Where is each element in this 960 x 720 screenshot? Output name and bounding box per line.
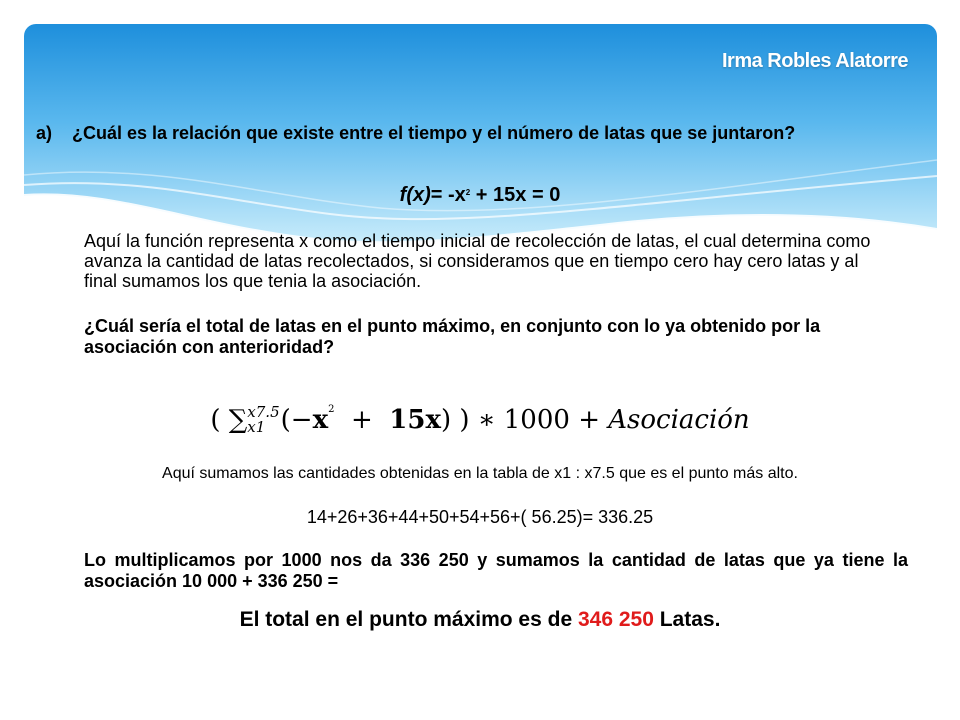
function-lhs: f(x) bbox=[399, 184, 431, 206]
sum-upper-limit: x7.5 bbox=[247, 403, 280, 421]
sum-lower-limit: x1 bbox=[247, 418, 266, 436]
total-value: 346 250 bbox=[577, 608, 654, 631]
formula-x: x bbox=[312, 405, 329, 435]
function-eq-part: = -x bbox=[430, 184, 466, 206]
multiply-explanation: Lo multiplicamos por 1000 nos da 336 250 y sumamos la cantidad de latas que ya tiene la asociación 10 000 + 336 250 = bbox=[84, 550, 908, 591]
sum-calculation: 14+26+36+44+50+54+56+( 56.25)= 336.25 bbox=[306, 507, 654, 527]
formula-exponent: 2 bbox=[328, 404, 335, 415]
function-exponent: 2 bbox=[465, 188, 471, 197]
function-equation bbox=[0, 184, 960, 207]
formula-plus: + bbox=[334, 405, 390, 435]
formula-inner-close: ) bbox=[440, 405, 452, 435]
formula-times: ∗ 1000 + bbox=[477, 405, 609, 435]
summation-formula bbox=[0, 404, 960, 435]
formula-close-paren: ) bbox=[451, 405, 478, 435]
sum-limits bbox=[247, 405, 279, 435]
formula-asociacion: Asociación bbox=[608, 405, 750, 435]
total-result bbox=[0, 608, 960, 632]
sigma-symbol: ∑ bbox=[228, 405, 248, 435]
formula-inner-open: (− bbox=[280, 405, 313, 435]
function-rest: + 15x = 0 bbox=[470, 184, 561, 206]
author-name: Irma Robles Alatorre bbox=[722, 50, 908, 72]
formula-term: 15x bbox=[389, 405, 441, 435]
question-two-text: ¿Cuál sería el total de latas en el punto máximo, en conjunto con lo ya obtenido por la asociación con anterioridad? bbox=[84, 316, 821, 357]
total-prefix: El total en el punto máximo es de bbox=[239, 608, 578, 631]
formula-open-paren: ( bbox=[210, 405, 229, 435]
table-sum-note: Aquí sumamos las cantidades obtenidas en la tabla de x1 : x7.5 que es el punto más alto. bbox=[162, 465, 798, 482]
explanation-paragraph: Aquí la función representa x como el tiempo inicial de recolección de latas, el cual determina como avanza la cantidad de latas recolectados, si consideramos que en tiempo cero hay cero latas y al final sumamos los que tenia la asociación. bbox=[84, 231, 871, 291]
question-a-text: ¿Cuál es la relación que existe entre el tiempo y el número de latas que se juntaron? bbox=[72, 123, 796, 143]
question-a-marker: a) bbox=[36, 123, 53, 143]
total-suffix: Latas. bbox=[653, 608, 721, 631]
